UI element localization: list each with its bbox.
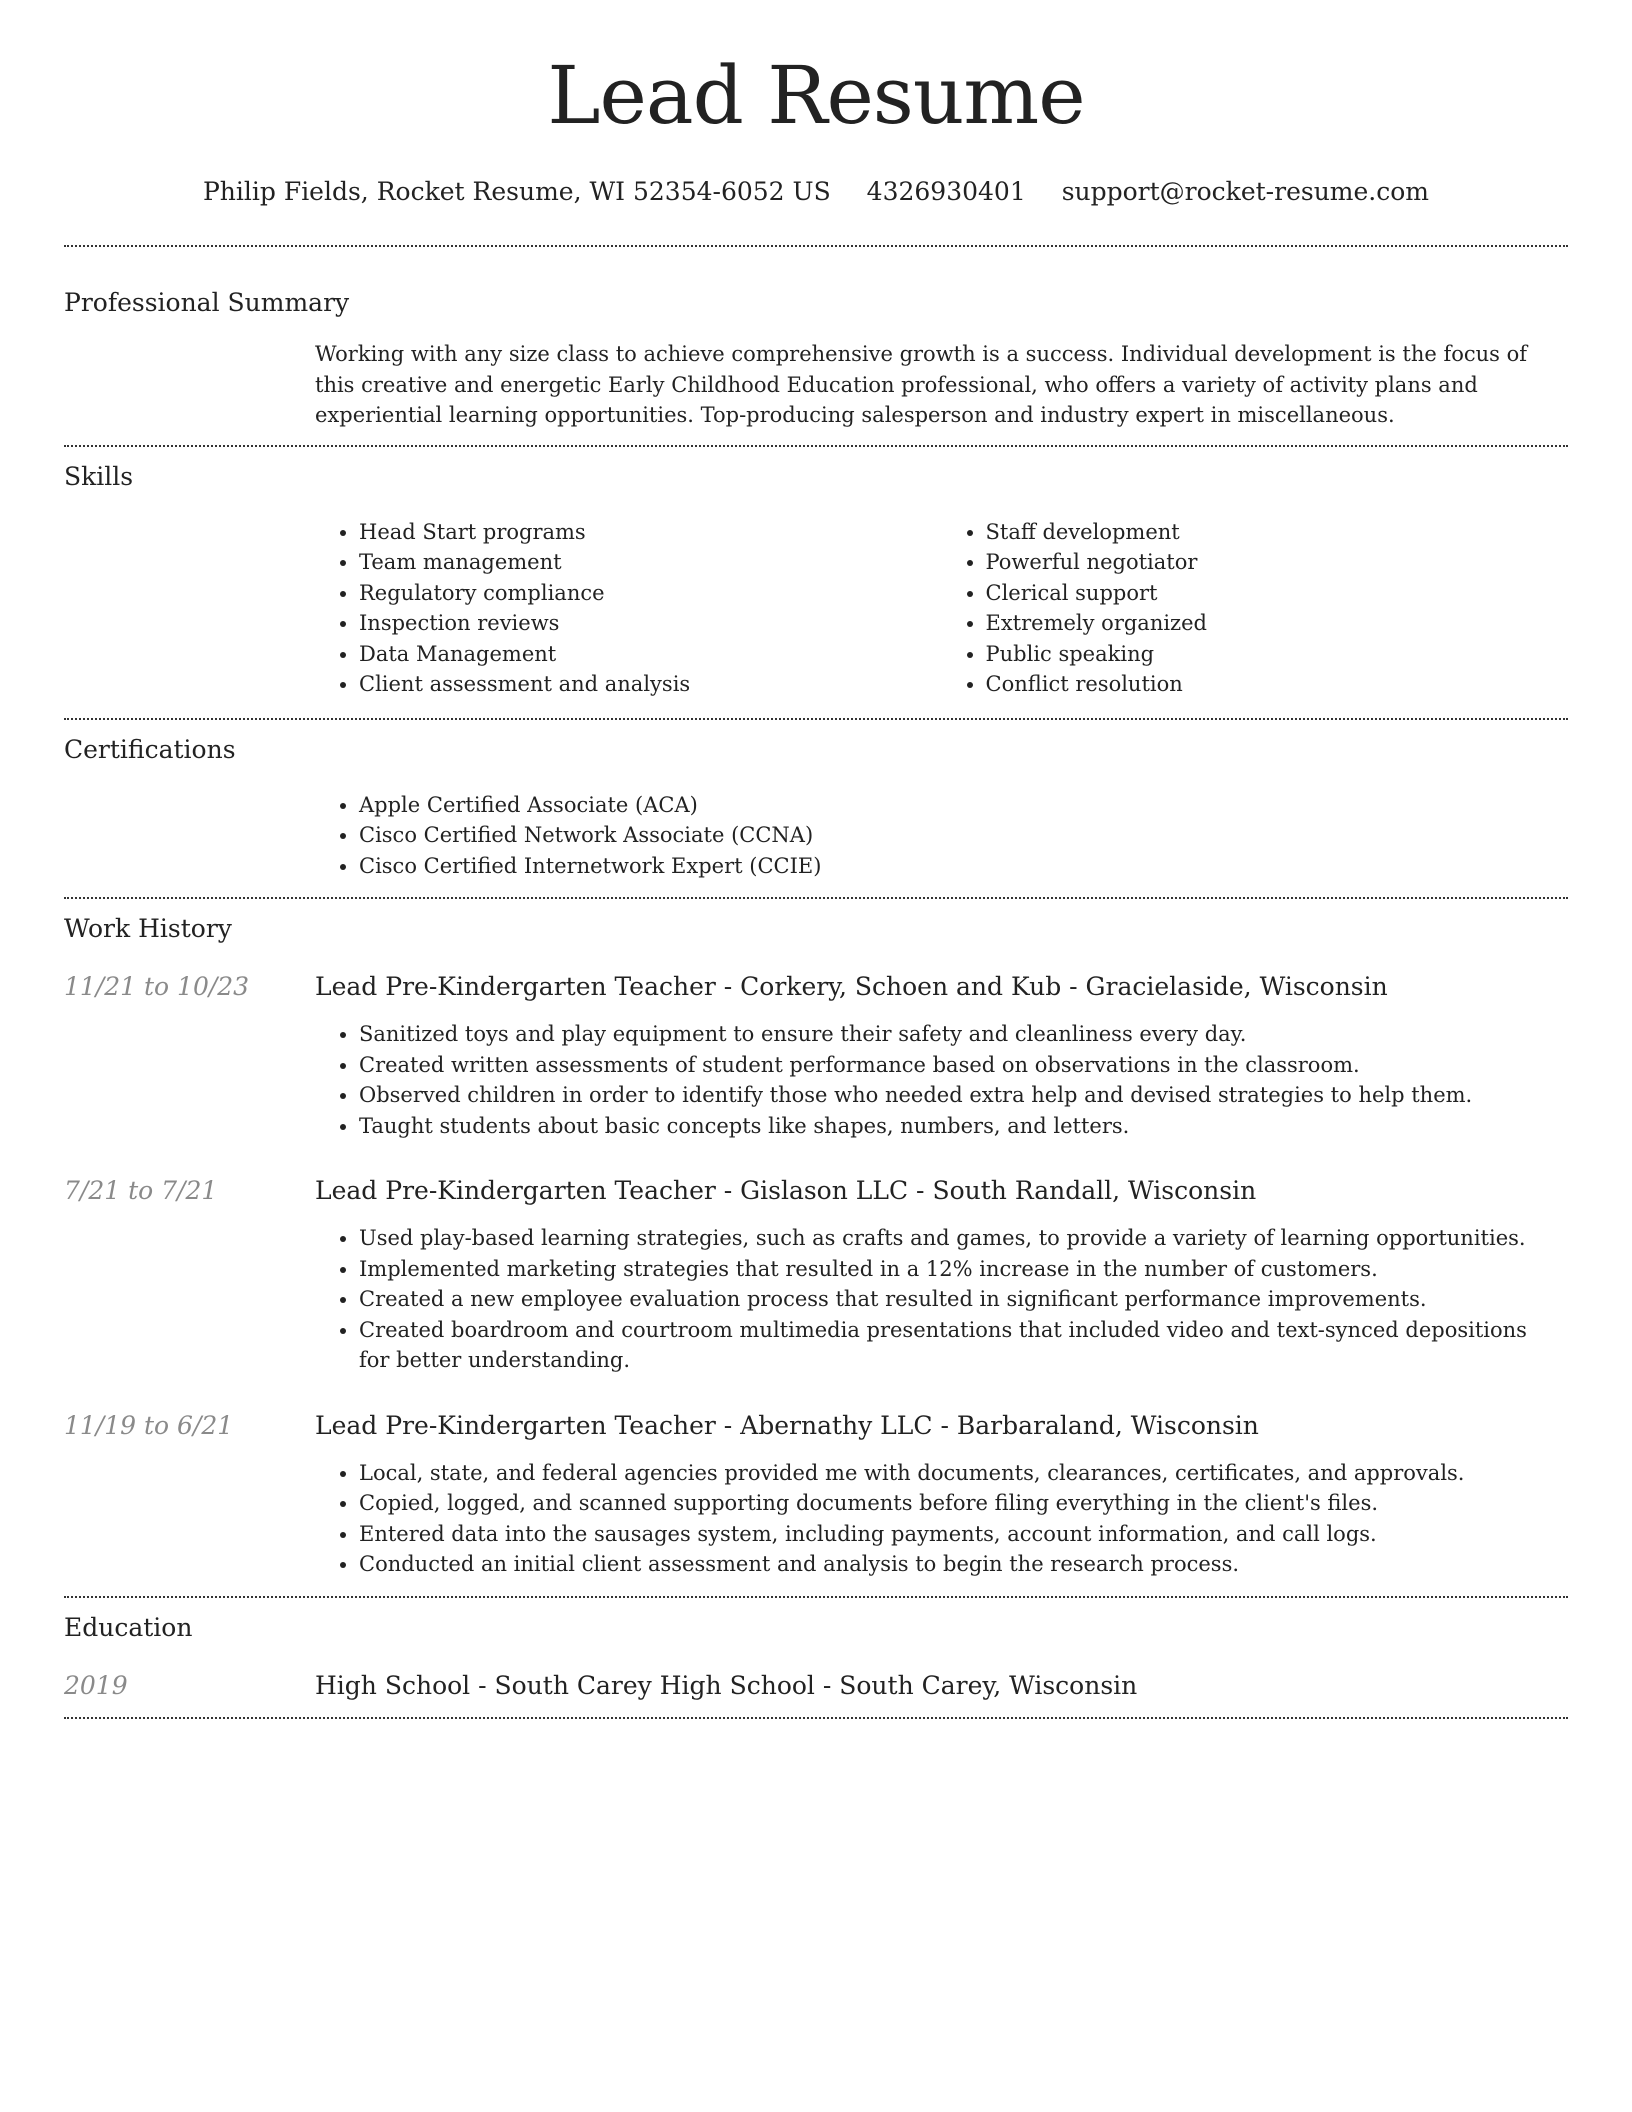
job-bullet: • Created written assessments of student performance based on observations in the classroom. — [359, 1050, 1528, 1081]
job-bullet: • Local, state, and federal agencies provided me with documents, clearances, certificates, and approvals. — [359, 1458, 1528, 1489]
job-bullet: • Created a new employee evaluation process that resulted in significant performance improvements. — [359, 1284, 1528, 1315]
job-entry — [64, 1376, 1568, 1596]
skill-item: • Head Start programs — [359, 517, 942, 548]
job-bullet: • Sanitized toys and play equipment to ensure their safety and cleanliness every day. — [359, 1019, 1528, 1050]
job-entry — [64, 945, 1568, 1141]
skills-right-list — [942, 517, 1569, 700]
education-year: 2019 — [64, 1670, 128, 1700]
certifications-section — [64, 720, 1568, 898]
summary-section — [64, 247, 1568, 445]
contact-phone: 4326930401 — [866, 177, 1026, 206]
resume-page — [64, 0, 1568, 1719]
job-bullets — [315, 1443, 1528, 1580]
skill-item: • Extremely organized — [986, 608, 1569, 639]
education-heading: Education — [64, 1612, 193, 1642]
skills-section — [64, 447, 1568, 718]
job-bullet: • Used play-based learning strategies, such as crafts and games, to provide a variety of learning opportunities. — [359, 1223, 1528, 1254]
job-dates: 11/19 to 6/21 — [64, 1410, 234, 1440]
job-bullets — [315, 1208, 1528, 1376]
skill-item: • Data Management — [359, 639, 942, 670]
job-bullet: • Observed children in order to identify those who needed extra help and devised strategies to help them. — [359, 1080, 1528, 1111]
certifications-heading: Certifications — [64, 734, 236, 764]
skill-item: • Inspection reviews — [359, 608, 942, 639]
work-heading: Work History — [64, 914, 232, 943]
job-title: Lead Pre-Kindergarten Teacher - Abernathy LLC - Barbaraland, Wisconsin — [315, 1410, 1259, 1440]
skill-item: • Conflict resolution — [986, 669, 1569, 700]
job-bullet: • Implemented marketing strategies that resulted in a 12% increase in the number of customers. — [359, 1254, 1528, 1285]
skill-item: • Clerical support — [986, 578, 1569, 609]
certification-item: • Cisco Certified Network Associate (CCNA) — [359, 820, 1568, 851]
skill-item: • Regulatory compliance — [359, 578, 942, 609]
job-dates: 7/21 to 7/21 — [64, 1176, 218, 1205]
certification-item: • Apple Certified Associate (ACA) — [359, 790, 1568, 821]
skill-item: • Team management — [359, 547, 942, 578]
skill-item: • Client assessment and analysis — [359, 669, 942, 700]
job-bullet: • Copied, logged, and scanned supporting documents before filing everything in the client's files. — [359, 1488, 1528, 1519]
job-bullets — [315, 1004, 1528, 1141]
contact-line — [64, 176, 1568, 208]
education-entry — [64, 1644, 1568, 1717]
skills-left-list — [315, 517, 942, 700]
summary-text: Working with any size class to achieve comprehensive growth is a success. Individual development is the focus of this creative and energetic Early Childhood Education professional, who offers a variety of activity plans and experiential learning opportunities. Top-producing salesperson and industry expert in miscellaneous. — [315, 342, 1528, 427]
education-title: High School - South Carey High School - South Carey, Wisconsin — [315, 1670, 1138, 1700]
job-bullet: • Entered data into the sausages system, including payments, account information, and call logs. — [359, 1519, 1528, 1550]
skills-grid — [315, 493, 1568, 718]
contact-address: Philip Fields, Rocket Resume, WI 52354-6052 US — [202, 177, 831, 206]
certification-item: • Cisco Certified Internetwork Expert (CCIE) — [359, 851, 1568, 882]
job-entry — [64, 1141, 1568, 1376]
contact-email: support@rocket-resume.com — [1061, 177, 1429, 206]
skill-item: • Powerful negotiator — [986, 547, 1569, 578]
skills-heading: Skills — [64, 461, 134, 491]
job-bullet: • Created boardroom and courtroom multimedia presentations that included video and text-synced depositions for better understanding. — [359, 1315, 1528, 1376]
education-section — [64, 1598, 1568, 1717]
summary-heading: Professional Summary — [64, 288, 350, 317]
resume-title: Lead Resume — [547, 49, 1085, 142]
job-bullet: • Conducted an initial client assessment and analysis to begin the research process. — [359, 1549, 1528, 1580]
work-section — [64, 899, 1568, 1596]
job-dates: 11/21 to 10/23 — [64, 972, 250, 1001]
skill-item: • Staff development — [986, 517, 1569, 548]
certifications-list — [315, 766, 1568, 898]
job-bullet: • Taught students about basic concepts like shapes, numbers, and letters. — [359, 1111, 1528, 1142]
job-title: Lead Pre-Kindergarten Teacher - Corkery, Schoen and Kub - Gracielaside, Wisconsin — [315, 972, 1388, 1001]
skill-item: • Public speaking — [986, 639, 1569, 670]
divider — [64, 1717, 1568, 1719]
job-title: Lead Pre-Kindergarten Teacher - Gislason LLC - South Randall, Wisconsin — [315, 1176, 1257, 1205]
